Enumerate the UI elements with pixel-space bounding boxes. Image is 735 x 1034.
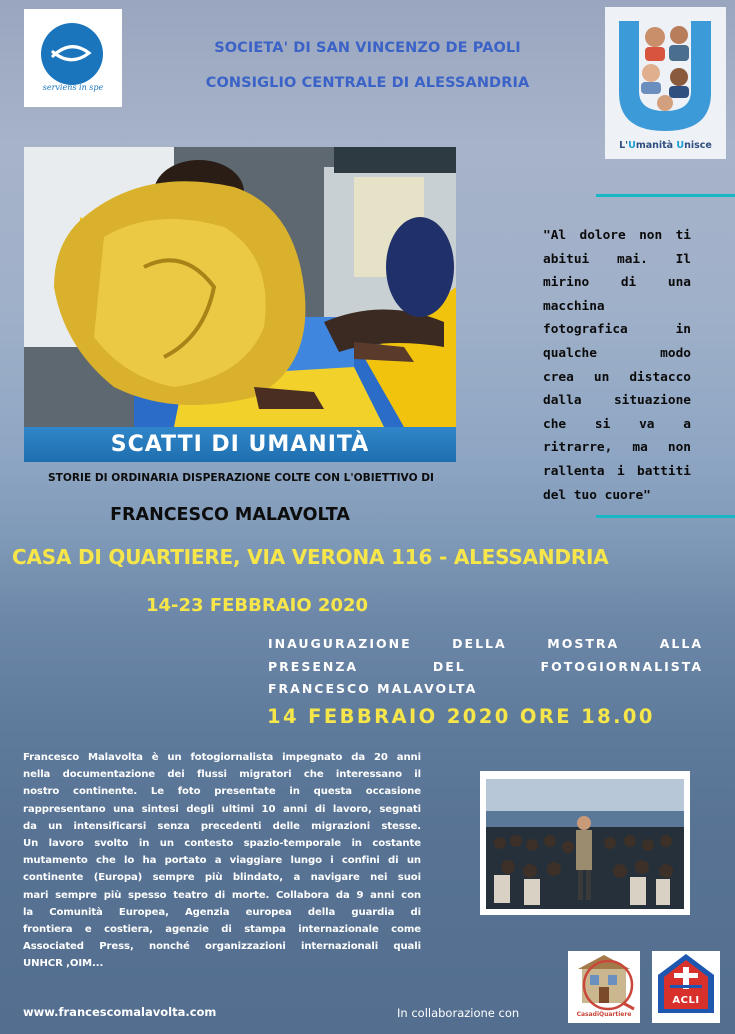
- acli-cross-icon: [652, 951, 720, 1023]
- quote-line: rallenta i battiti: [543, 463, 691, 479]
- bio-line: Associated Press, nonché organizzazioni internazionali quali: [23, 941, 421, 953]
- photographer-quote: [543, 224, 691, 507]
- house-icon: [568, 951, 640, 1011]
- logo-motto: serviens in spe: [42, 83, 104, 92]
- organization-council: CONSIGLIO CENTRALE DI ALESSANDRIA: [205, 75, 530, 91]
- bio-line: mutamento che lo ha portato a viaggiare lungo i confini di un: [23, 855, 421, 867]
- photographer-name: FRANCESCO MALAVOLTA: [110, 505, 350, 525]
- quote-line: qualche modo: [543, 345, 691, 361]
- logo-tagline: L'Umanità Unisce: [619, 140, 712, 151]
- venue: CASA DI QUARTIERE, VIA VERONA 116 - ALESSANDRIA: [12, 545, 609, 569]
- exhibition-photo: [24, 147, 456, 462]
- quote-line: ritrarre, ma non: [543, 440, 691, 456]
- bio-line: la Comunità Europea, Agenzia europea della guardia di: [23, 906, 421, 918]
- quote-line: abitui mai. Il: [543, 251, 691, 267]
- migrant-boat-photo: [480, 771, 690, 915]
- bio-line: mari sempre più spesso teatro di morte. Collabora da 9 anni con: [23, 889, 421, 901]
- bio-line: continente (Europa) sempre più blindato, a navigare nei suoi: [23, 872, 421, 884]
- bio-line: Francesco Malavolta è un fotogiornalista impegnato da 20 anni: [23, 752, 421, 763]
- acli-logo: [652, 951, 720, 1023]
- bio-line: nella documentazione dei flussi migratori che interessano il: [23, 769, 421, 781]
- vincenziani-logo: [24, 9, 122, 107]
- casa-di-quartiere-logo: [568, 951, 640, 1023]
- quote-line: "Al dolore non ti: [543, 228, 691, 243]
- organization-name: SOCIETA' DI SAN VINCENZO DE PAOLI: [214, 40, 521, 56]
- quote-line: mirino di una: [543, 275, 691, 291]
- collaboration-label: In collaborazione con: [397, 1006, 520, 1020]
- bio-line: frontiera e costiera, agenzie di stampa internazionale come: [23, 923, 421, 935]
- casa-logo-text: CasadiQuartiere: [576, 1011, 632, 1018]
- inauguration-line: INAUGURAZIONE DELLA MOSTRA ALLA: [268, 636, 703, 651]
- quote-line: del tuo cuore": [543, 487, 651, 503]
- family-u-icon: [605, 7, 726, 137]
- acli-logo-text: ACLI: [672, 995, 700, 1006]
- migrant-photo-image: [24, 147, 456, 427]
- inauguration-text: [268, 633, 703, 701]
- photographer-bio: [23, 749, 421, 972]
- inauguration-datetime: 14 FEBBRAIO 2020 ORE 18.00: [267, 705, 655, 728]
- exhibition-dates: 14-23 FEBBRAIO 2020: [146, 595, 369, 616]
- accent-line-top: [596, 194, 735, 197]
- bio-line: Un lavoro svolto in un contesto spazio-temporale in costante: [23, 837, 421, 849]
- inauguration-line: FRANCESCO MALAVOLTA: [268, 681, 478, 696]
- boat-photo-image: [480, 771, 690, 915]
- quote-line: macchina: [543, 298, 605, 314]
- website-link[interactable]: www.francescomalavolta.com: [23, 1005, 217, 1019]
- quote-line: fotografica in: [543, 322, 691, 338]
- quote-line: dalla situazione: [543, 393, 691, 409]
- quote-line: crea un distacco: [543, 369, 691, 385]
- inauguration-line: PRESENZA DEL FOTOGIORNALISTA: [268, 658, 703, 674]
- umanita-unisce-logo: [605, 7, 726, 159]
- ichthys-fish-icon: [41, 23, 103, 85]
- bio-line: da un intensificarsi senza precedenti delle migrazioni stesse.: [23, 820, 421, 832]
- bio-line: nostro continente. Le foto presentate in questa occasione: [23, 786, 421, 798]
- accent-line-bottom: [596, 515, 735, 518]
- bio-line: rappresentano una sintesi degli ultimi 10 anni di lavoro, segnati: [23, 803, 421, 815]
- bio-line: UNHCR ,OIM...: [23, 958, 104, 970]
- quote-line: che si va a: [543, 416, 691, 432]
- exhibition-subtitle: STORIE DI ORDINARIA DISPERAZIONE COLTE CON L'OBIETTIVO DI: [48, 472, 434, 484]
- exhibition-title: SCATTI DI UMANITÀ: [24, 427, 456, 462]
